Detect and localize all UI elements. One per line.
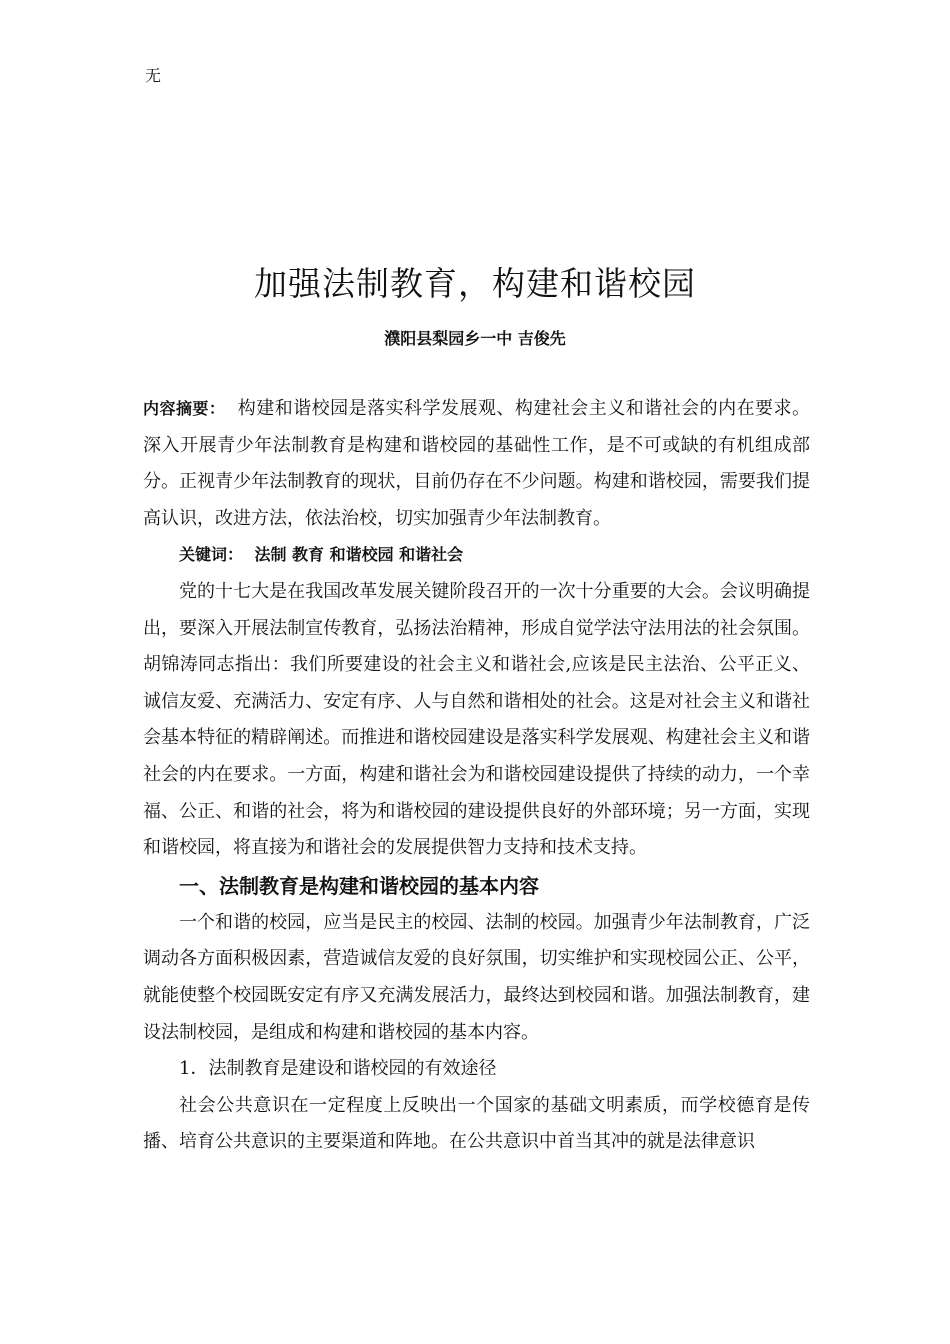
subsection-heading: 1．法制教育是建设和谐校园的有效途径 (179, 1058, 497, 1080)
keywords-text: 法制 教育 和谐校园 和谐社会 (254, 545, 464, 565)
abstract-label: 内容摘要： (143, 399, 226, 418)
document-body (143, 391, 810, 1161)
document-title: 加强法制教育，构建和谐校园 (254, 264, 696, 303)
abstract-paragraph (143, 391, 810, 537)
subsection-paragraph: 社会公共意识在一定程度上反映出一个国家的基础文明素质，而学校德育是传播、培育公共意识的主要渠道和阵地。在公共意识中首当其冲的就是法律意识 (143, 1094, 810, 1153)
abstract-text: 构建和谐校园是落实科学发展观、构建社会主义和谐社会的内在要求。深入开展青少年法制教育是构建和谐校园的基础性工作，是不可或缺的有机组成部分。正视青少年法制教育的现状，目前仍存在不少问题。构建和谐校园，需要我们提高认识，改进方法，依法治校，切实加强青少年法制教育。 (143, 398, 810, 529)
keywords-paragraph (143, 537, 810, 574)
section-heading: 一、法制教育是构建和谐校园的基本内容 (179, 873, 539, 898)
intro-paragraph: 党的十七大是在我国改革发展关键阶段召开的一次十分重要的大会。会议明确提出，要深入开展法制宣传教育，弘扬法治精神，形成自觉学法守法用法的社会氛围。胡锦涛同志指出：我们所要建设的社会主义和谐社会,应该是民主法治、公平正义、诚信友爱、充满活力、安定有序、人与自然和谐相处的社会。这是对社会主义和谐社会基本特征的精辟阐述。而推进和谐校园建设是落实科学发展观、构建社会主义和谐社会的内在要求。一方面，构建和谐社会为和谐校园建设提供了持续的动力，一个幸福、公正、和谐的社会，将为和谐校园的建设提供良好的外部环境；另一方面，实现和谐校园，将直接为和谐社会的发展提供智力支持和技术支持。 (143, 580, 810, 859)
keywords-label: 关键词： (179, 545, 244, 565)
author-line: 濮阳县梨园乡一中 吉俊先 (384, 329, 566, 348)
section-paragraph: 一个和谐的校园，应当是民主的校园、法制的校园。加强青少年法制教育，广泛调动各方面积极因素，营造诚信友爱的良好氛围，切实维护和实现校园公正、公平，就能使整个校园既安定有序又充满发展活力，最终达到校园和谐。加强法制教育，建设法制校园，是组成和构建和谐校园的基本内容。 (143, 911, 810, 1043)
header-mark: 无 (145, 66, 162, 85)
